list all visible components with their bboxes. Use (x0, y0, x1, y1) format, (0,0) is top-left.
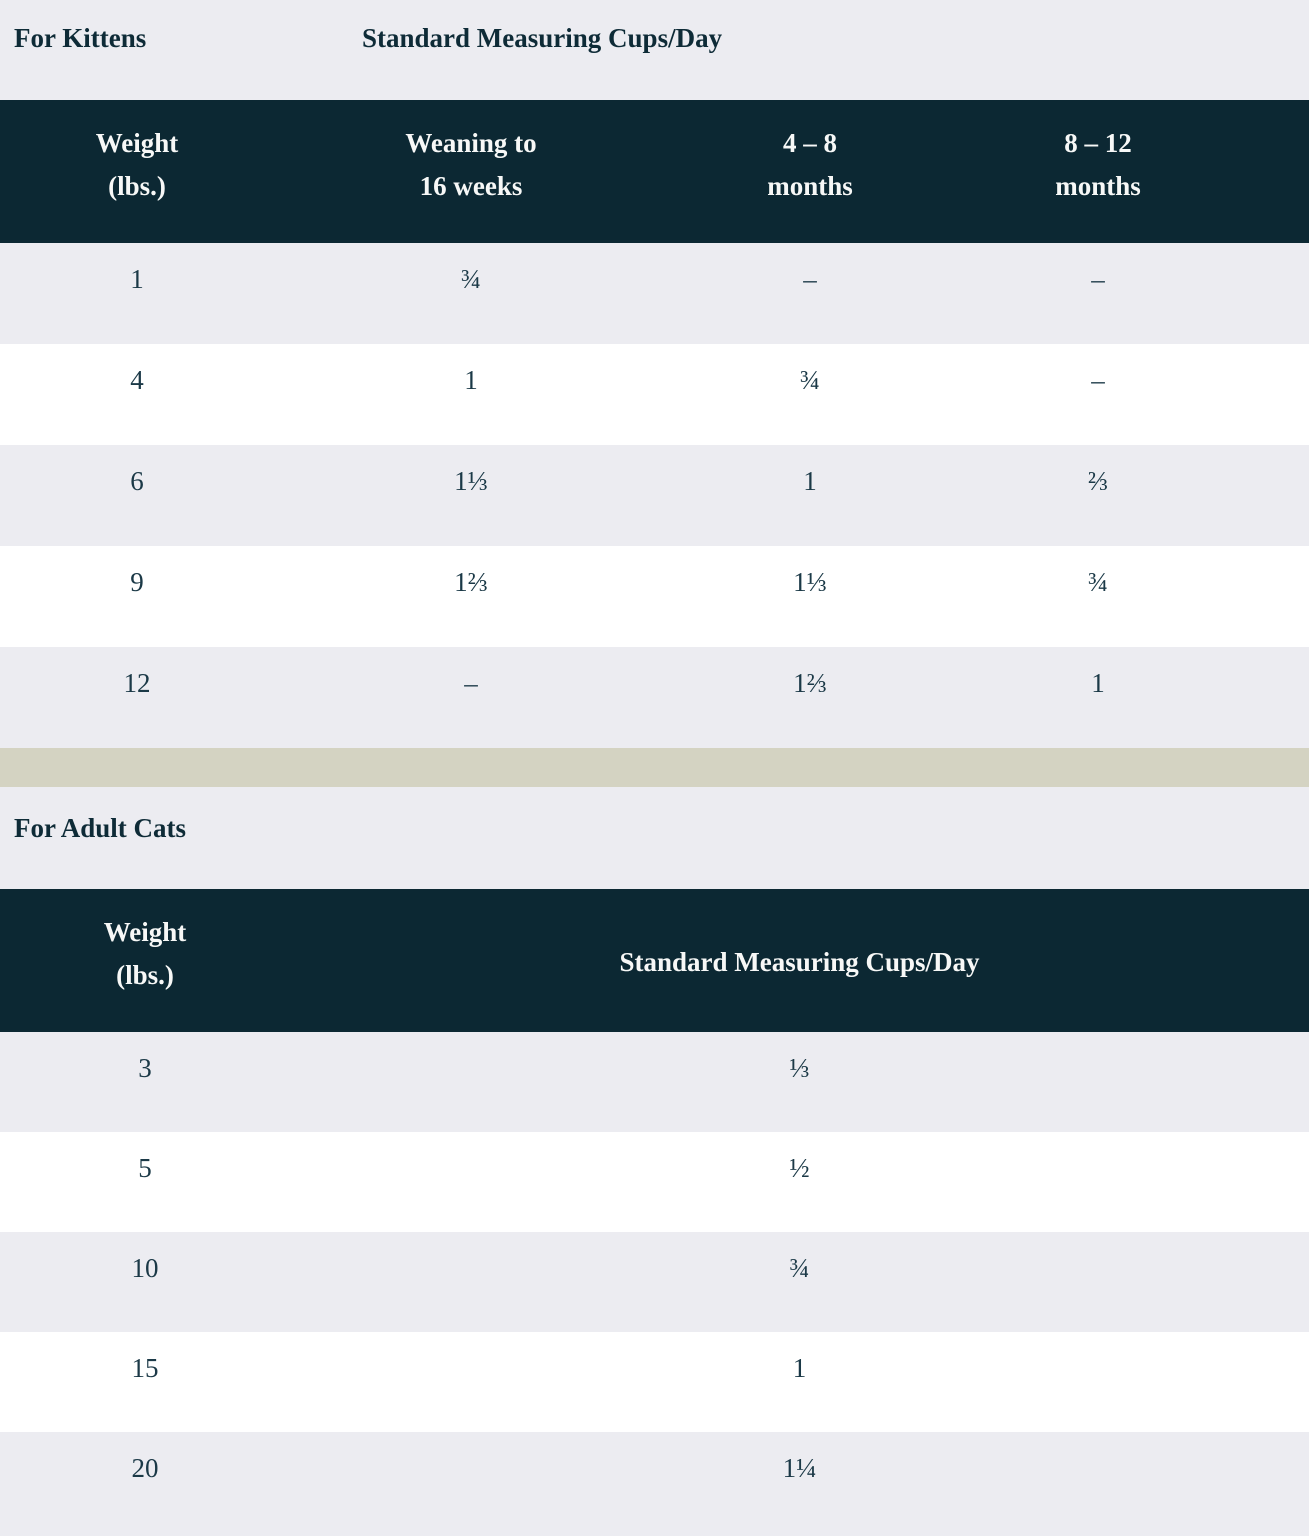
kittens-table-header-row (0, 100, 1309, 243)
cell-8-12-months: ¾ (1087, 567, 1109, 597)
cell-weight: 15 (131, 1353, 159, 1383)
cell-4-8-months: – (803, 264, 817, 294)
kittens-header-weaning-16-weeks (274, 100, 668, 243)
adult-section-title: For Adult Cats (14, 813, 187, 843)
kittens-header-8-12-months (952, 100, 1244, 243)
cell-8-12-months: 1 (1091, 668, 1105, 698)
header-line: (lbs.) (108, 171, 166, 201)
cell-weight: 9 (130, 567, 144, 597)
kittens-header-weight (0, 100, 274, 243)
cell-cups-per-day: 1 (792, 1353, 807, 1383)
cell-4-8-months: ¾ (799, 365, 821, 395)
cell-weight: 4 (130, 365, 144, 395)
adult-header-weight (0, 889, 290, 1032)
cell-8-12-months: – (1091, 264, 1105, 294)
cell-4-8-months: 1 (803, 466, 817, 496)
adult-title-bar (0, 787, 1309, 889)
kittens-section-subtitle: Standard Measuring Cups/Day (362, 23, 723, 53)
cell-4-8-months: 1⅓ (793, 567, 827, 597)
cell-weight: 1 (130, 264, 144, 294)
cell-weaning-16-weeks: – (464, 668, 478, 698)
kittens-table-row (0, 445, 1309, 546)
cell-weight: 3 (138, 1053, 152, 1083)
cell-weight: 6 (130, 466, 144, 496)
adult-table-row (0, 1132, 1309, 1232)
adult-table-row (0, 1232, 1309, 1332)
header-line: Weight (103, 917, 187, 947)
kittens-table-row (0, 546, 1309, 647)
adult-table-row (0, 1432, 1309, 1532)
header-line: 4 – 8 (783, 128, 837, 158)
adult-table-header-row (0, 889, 1309, 1032)
kittens-table-row (0, 647, 1309, 748)
adult-table-row (0, 1032, 1309, 1132)
cell-8-12-months: – (1091, 365, 1105, 395)
kittens-table-row (0, 344, 1309, 445)
cell-cups-per-day: ¾ (789, 1253, 810, 1283)
cell-weight: 12 (123, 668, 151, 698)
cell-weaning-16-weeks: 1⅔ (454, 567, 488, 597)
section-divider-band (0, 748, 1309, 787)
kittens-title-bar (0, 0, 1309, 100)
header-line: Weight (95, 128, 179, 158)
cell-weight: 10 (131, 1253, 159, 1283)
adult-cats-section (0, 787, 1309, 1532)
header-line: months (1055, 171, 1141, 201)
kittens-header-4-8-months (668, 100, 952, 243)
cell-cups-per-day: ½ (789, 1153, 810, 1183)
kittens-section (0, 0, 1309, 748)
header-line: (lbs.) (116, 960, 174, 990)
cell-weaning-16-weeks: 1 (464, 365, 478, 395)
adult-header-cups-per-day: Standard Measuring Cups/Day (619, 947, 980, 977)
header-line: Weaning to (405, 128, 537, 158)
adult-table-row (0, 1332, 1309, 1432)
cell-cups-per-day: ⅓ (789, 1053, 810, 1083)
cell-weaning-16-weeks: ¾ (460, 264, 482, 294)
cell-weaning-16-weeks: 1⅓ (454, 466, 488, 496)
cell-weight: 5 (138, 1153, 152, 1183)
cell-weight: 20 (131, 1453, 159, 1483)
header-line: months (767, 171, 853, 201)
cell-cups-per-day: 1¼ (782, 1453, 817, 1483)
header-line: 16 weeks (419, 171, 523, 201)
cell-4-8-months: 1⅔ (793, 668, 827, 698)
kittens-table-row (0, 243, 1309, 344)
header-line: 8 – 12 (1064, 128, 1132, 158)
cell-8-12-months: ⅔ (1087, 466, 1109, 496)
kittens-section-title: For Kittens (14, 23, 147, 53)
